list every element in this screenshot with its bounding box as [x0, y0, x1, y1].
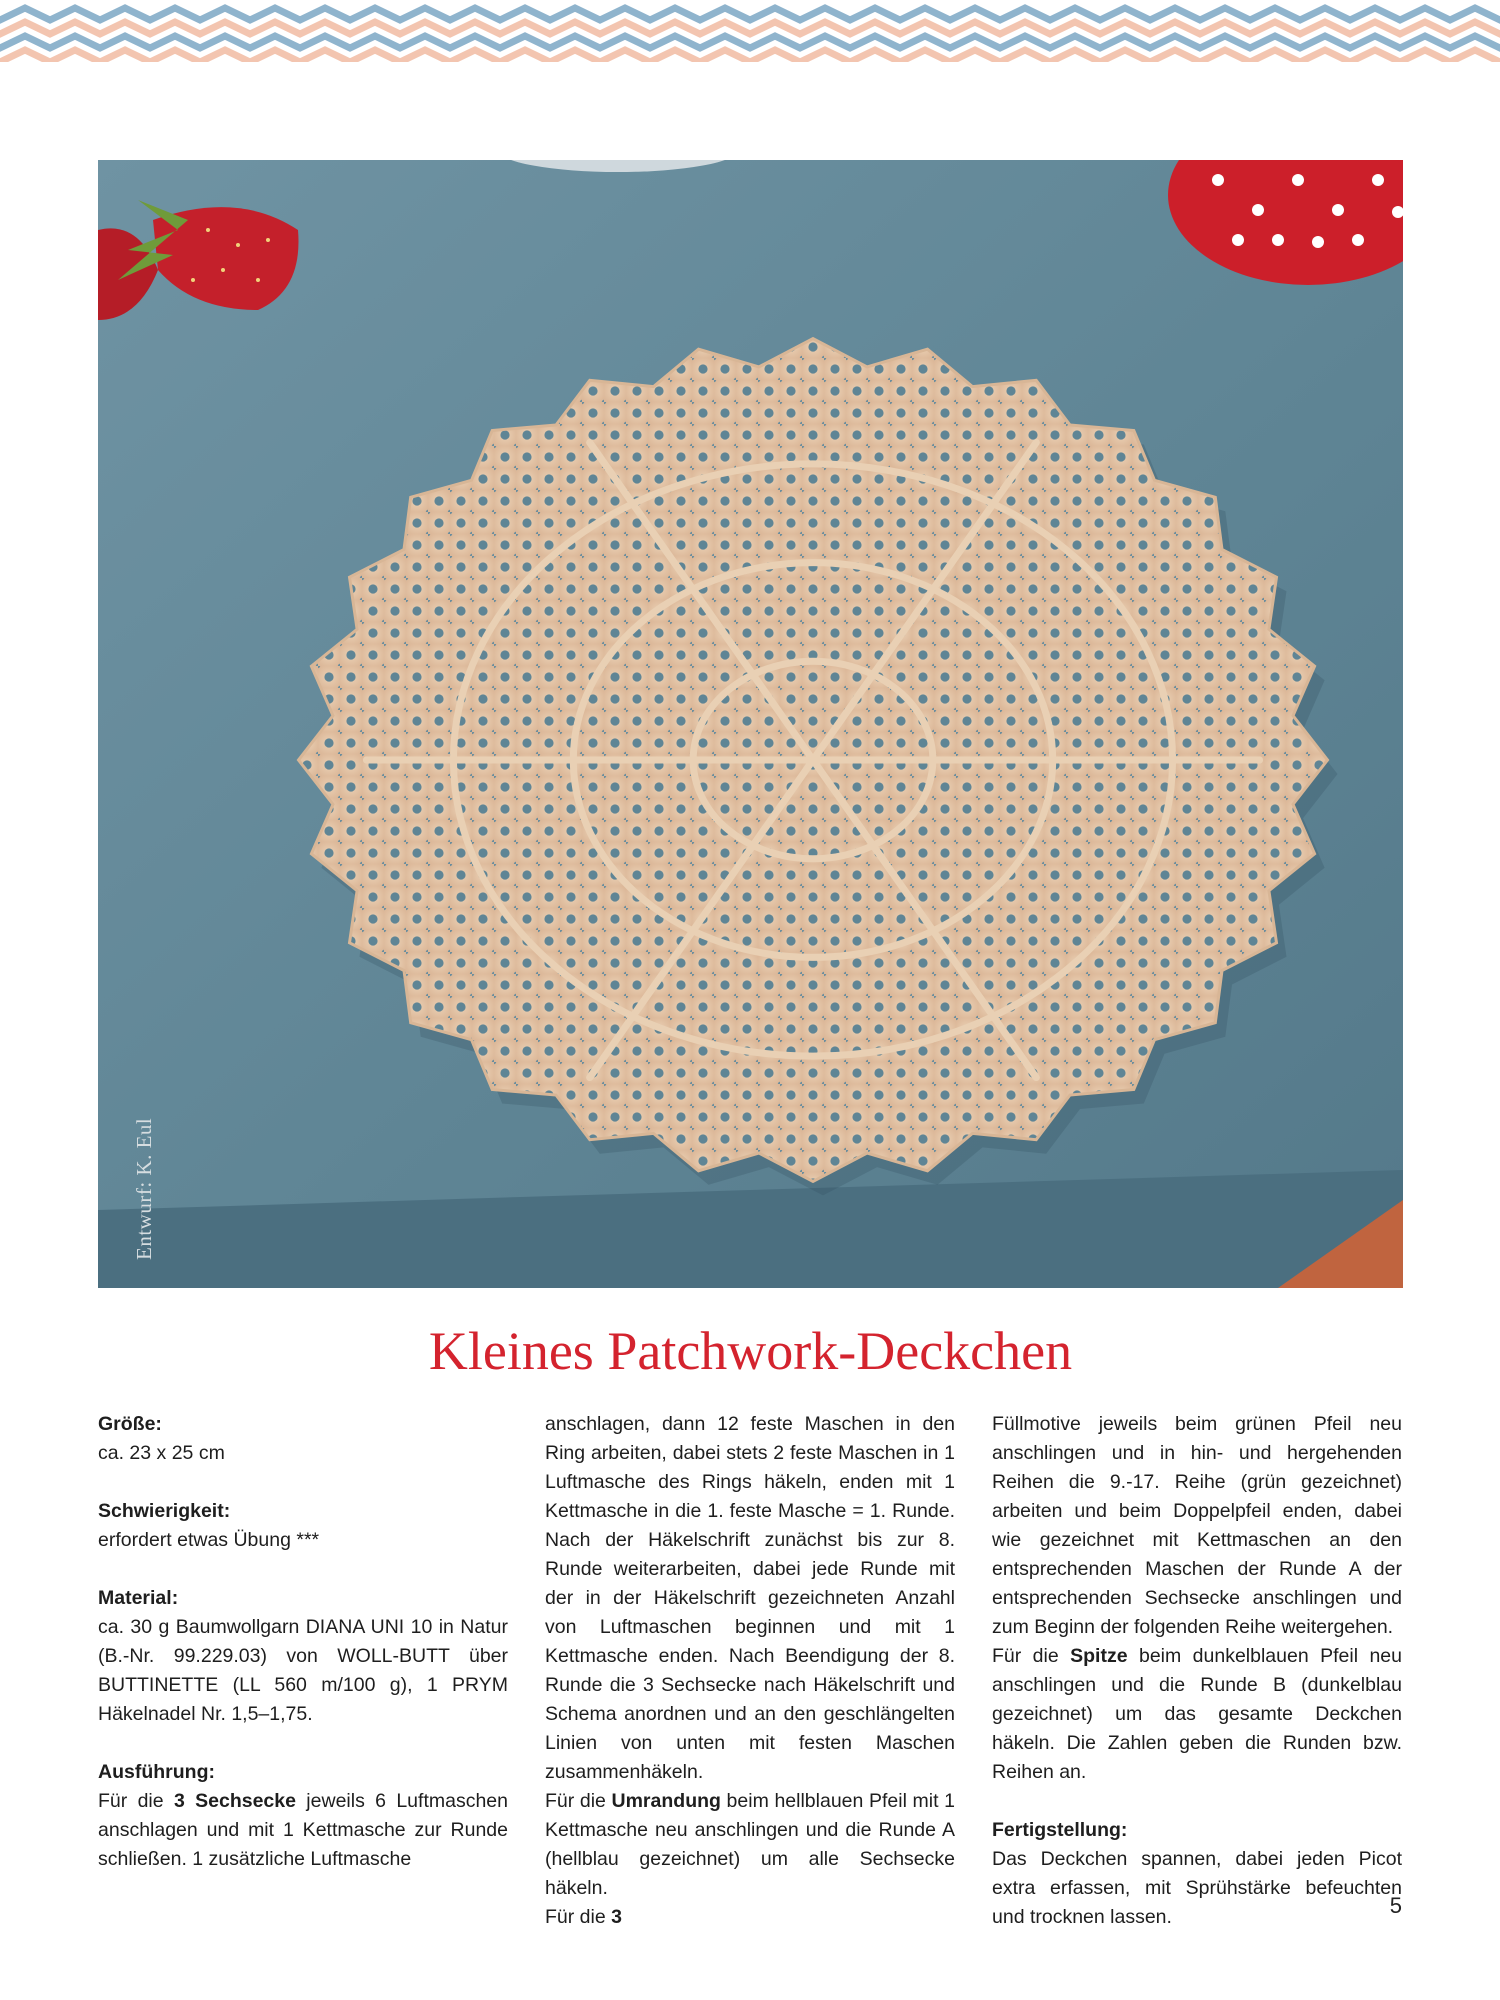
photo-credit: Entwurf: K. Eul — [132, 1117, 156, 1260]
text-column-3 — [992, 1410, 1402, 1932]
ausfuehrung-paragraph-1: Für die 3 Sechsecke jeweils 6 Luftmaschen anschlagen und mit 1 Kettmasche zur Runde schließen. 1 zusätzliche Luftmasche — [98, 1790, 508, 1870]
groesse-heading: Größe: — [98, 1413, 162, 1435]
ausfuehrung-paragraph-1-continued: anschlagen, dann 12 feste Maschen in den Ring arbeiten, dabei stets 2 feste Maschen in 1 Luftmasche des Rings häkeln, enden mit 1 Kettmasche in die 1. feste Masche = 1. Runde. Nach der Häkelschrift zunächst bis zur 8. Runde weiterarbeiten, dabei jede Runde mit der in der Häkelschrift gezeichneten Anzahl von Luftmaschen beginnen und mit 1 Kettmasche enden. Nach Beendigung der 8. Runde die 3 Sechsecke nach Häkelschrift und Schema anordnen und an den geschlängelten Linien von unten mit festen Maschen zusammenhäkeln. — [545, 1413, 955, 1783]
ausfuehrung-paragraph-4: Für die Spitze beim dunkelblauen Pfeil neu anschlingen und die Runde B (dunkelblau gezeichnet) um das gesamte Deckchen häkeln. Die Zahlen geben die Runden bzw. Reihen an. — [992, 1645, 1402, 1783]
groesse-text: ca. 23 x 25 cm — [98, 1442, 225, 1464]
material-text: ca. 30 g Baumwollgarn DIANA UNI 10 in Natur (B.-Nr. 99.229.03) von WOLL-BUTT über BUTTINETTE (LL 560 m/100 g), 1 PRYM Häkelnadel Nr. 1,5–1,75. — [98, 1616, 508, 1725]
ausfuehrung-heading: Ausführung: — [98, 1761, 215, 1783]
text-column-1 — [98, 1410, 508, 1874]
page-number: 5 — [1389, 1893, 1402, 1918]
doily-photo — [98, 160, 1403, 1288]
text-column-2 — [545, 1410, 955, 1932]
ausfuehrung-paragraph-3: Für die 3 — [545, 1906, 622, 1928]
schwierigkeit-heading: Schwierigkeit: — [98, 1500, 231, 1522]
fertigstellung-text: Das Deckchen spannen, dabei jeden Picot extra erfassen, mit Sprühstärke befeuchten und trocknen lassen. — [992, 1848, 1402, 1928]
fertigstellung-heading: Fertigstellung: — [992, 1819, 1128, 1841]
chevron-border — [0, 0, 1500, 62]
page-title: Kleines Patchwork-Deckchen — [428, 1321, 1073, 1381]
ausfuehrung-paragraph-3-continued: Füllmotive jeweils beim grünen Pfeil neu anschlingen und in hin- und hergehenden Reihen die 9.-17. Reihe (grün gezeichnet) arbeiten und beim Doppelpfeil enden, dabei wie gezeichnet mit Kettmaschen an den entsprechenden Maschen der Runde A der entsprechenden Sechsecke anschlingen und zum Beginn der folgenden Reihe weitergehen. — [992, 1413, 1402, 1638]
schwierigkeit-text: erfordert etwas Übung *** — [98, 1529, 320, 1551]
material-heading: Material: — [98, 1587, 179, 1609]
ausfuehrung-paragraph-2: Für die Umrandung beim hellblauen Pfeil mit 1 Kettmasche neu anschlingen und die Runde A (hellblau gezeichnet) um alle Sechsecke häkeln. — [545, 1790, 955, 1899]
